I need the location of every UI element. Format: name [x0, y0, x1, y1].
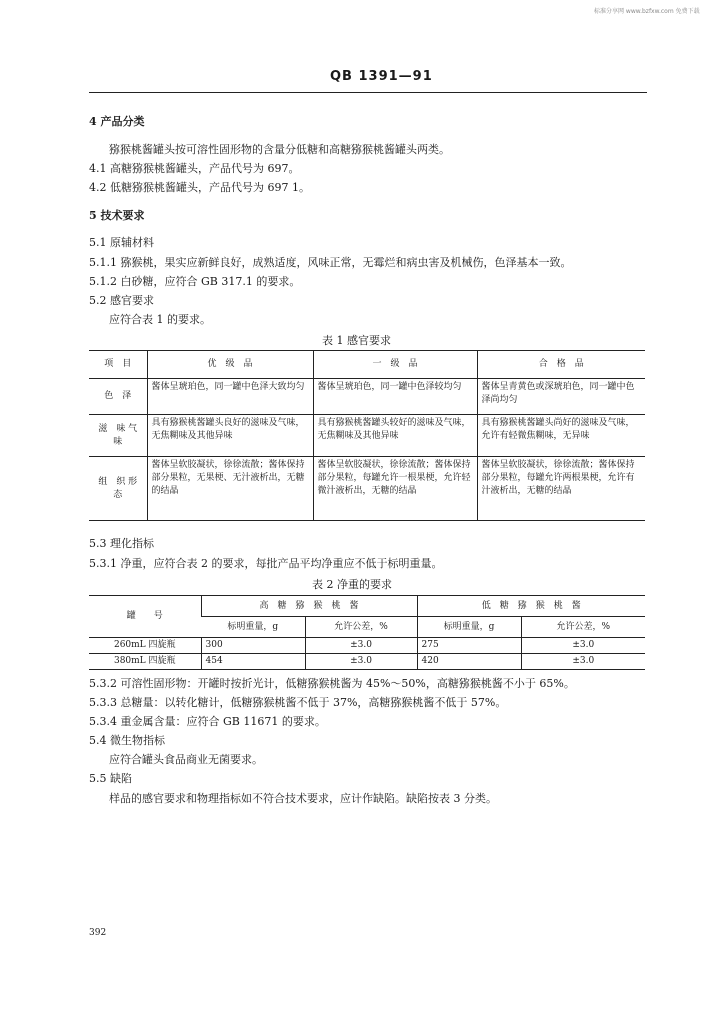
table-2-header-low-sugar: 低 糖 猕 猴 桃 酱: [417, 596, 645, 617]
table-2-header-can: 罐 号: [89, 596, 201, 638]
table-2-sub-header: 允许公差，%: [521, 617, 645, 638]
clause-5-4: 5.4 微生物指标: [89, 734, 165, 747]
table-cell: 454: [201, 654, 305, 670]
table-1-header-premium: 优 级 品: [147, 351, 313, 379]
table-row: [89, 638, 645, 654]
watermark: 标准分享网 www.bzfxw.com 免费下载: [594, 8, 700, 15]
clause-5-1: 5.1 原辅材料: [89, 236, 154, 249]
table-cell: 酱体呈软胶凝状，徐徐流散；酱体保持部分果粒，每罐允许两根果梗，允许有汁液析出，无糖的结晶: [477, 457, 645, 521]
table-2-group-row: [89, 596, 645, 617]
clause-5-2: 5.2 感官要求: [89, 294, 154, 307]
page-number: 392: [89, 928, 107, 938]
table-row: [89, 457, 645, 521]
table-2-sub-header: 标明重量，g: [201, 617, 305, 638]
table-2-header-high-sugar: 高 糖 猕 猴 桃 酱: [201, 596, 417, 617]
section-5-heading: 5 技术要求: [89, 209, 145, 222]
table-cell: 酱体呈琥珀色，同一罐中色泽大致均匀: [147, 379, 313, 415]
net-weight-table: [89, 595, 645, 670]
clause-5-3-1: 5.3.1 净重，应符合表 2 的要求，每批产品平均净重应不低于标明重量。: [89, 557, 443, 570]
clause-5-2-paragraph: 应符合表 1 的要求。: [109, 313, 211, 326]
table-row: [89, 654, 645, 670]
header-rule: [89, 92, 647, 93]
table-1-header-item: 项 目: [89, 351, 147, 379]
table-cell: 酱体呈软胶凝状，徐徐流散；酱体保持部分果粒，每罐允许一根果梗，允许轻微汁液析出，无糖的结晶: [313, 457, 477, 521]
table-cell: 具有猕猴桃酱罐头较好的滋味及气味，无焦糊味及其他异味: [313, 415, 477, 457]
table-2-sub-header: 标明重量，g: [417, 617, 521, 638]
clause-5-5-paragraph: 样品的感官要求和物理指标如不符合技术要求，应计作缺陷。缺陷按表 3 分类。: [109, 792, 497, 805]
clause-5-3-4: 5.3.4 重金属含量：应符合 GB 11671 的要求。: [89, 715, 326, 728]
table-cell: ±3.0: [305, 654, 417, 670]
table-2-caption: 表 2 净重的要求: [312, 578, 392, 591]
clause-5-1-1: 5.1.1 猕猴桃，果实应新鲜良好，成熟适度，风味正常，无霉烂和病虫害及机械伤，色泽基本一致。: [89, 256, 572, 269]
table-cell: ±3.0: [521, 654, 645, 670]
table-cell: 具有猕猴桃酱罐头良好的滋味及气味，无焦糊味及其他异味: [147, 415, 313, 457]
clause-5-5: 5.5 缺陷: [89, 772, 132, 785]
table-cell: 具有猕猴桃酱罐头尚好的滋味及气味，允许有轻微焦糊味，无异味: [477, 415, 645, 457]
table-1-caption: 表 1 感官要求: [322, 334, 391, 347]
table-1-header-qualified: 合 格 品: [477, 351, 645, 379]
clause-5-3-3: 5.3.3 总糖量：以转化糖计，低糖猕猴桃酱不低于 37%，高糖猕猴桃酱不低于 57%。: [89, 696, 507, 709]
can-name: 260mL 四旋瓶: [89, 638, 201, 654]
section-4-paragraph: 猕猴桃酱罐头按可溶性固形物的含量分低糖和高糖猕猴桃酱罐头两类。: [109, 143, 450, 156]
table-cell: 420: [417, 654, 521, 670]
table-cell: 300: [201, 638, 305, 654]
clause-4-2: 4.2 低糖猕猴桃酱罐头，产品代号为 697 1。: [89, 181, 310, 194]
standard-number: QB 1391—91: [330, 69, 433, 84]
table-cell: 酱体呈软胶凝状，徐徐流散；酱体保持部分果粒，无果梗、无汁液析出，无糖的结晶: [147, 457, 313, 521]
row-item-label: 滋 味 气 味: [89, 415, 147, 457]
table-2-sub-header: 允许公差，%: [305, 617, 417, 638]
table-row: [89, 379, 645, 415]
row-item-label: 组 织 形 态: [89, 457, 147, 521]
sensory-requirements-table: [89, 350, 645, 521]
clause-5-4-paragraph: 应符合罐头食品商业无菌要求。: [109, 753, 263, 766]
can-name: 380mL 四旋瓶: [89, 654, 201, 670]
table-cell: ±3.0: [305, 638, 417, 654]
section-4-heading: 4 产品分类: [89, 115, 145, 128]
table-row: [89, 415, 645, 457]
clause-4-1: 4.1 高糖猕猴桃酱罐头，产品代号为 697。: [89, 162, 300, 175]
table-cell: 275: [417, 638, 521, 654]
row-item-label: 色 泽: [89, 379, 147, 415]
clause-5-1-2: 5.1.2 白砂糖，应符合 GB 317.1 的要求。: [89, 275, 301, 288]
clause-5-3: 5.3 理化指标: [89, 537, 154, 550]
table-cell: ±3.0: [521, 638, 645, 654]
clause-5-3-2: 5.3.2 可溶性固形物：开罐时按折光计，低糖猕猴桃酱为 45%～50%，高糖猕猴桃酱不小于 65%。: [89, 677, 575, 690]
table-cell: 酱体呈琥珀色，同一罐中色泽较均匀: [313, 379, 477, 415]
table-cell: 酱体呈青黄色或深琥珀色，同一罐中色泽尚均匀: [477, 379, 645, 415]
table-1-header-first: 一 级 品: [313, 351, 477, 379]
table-1-header-row: [89, 351, 645, 379]
